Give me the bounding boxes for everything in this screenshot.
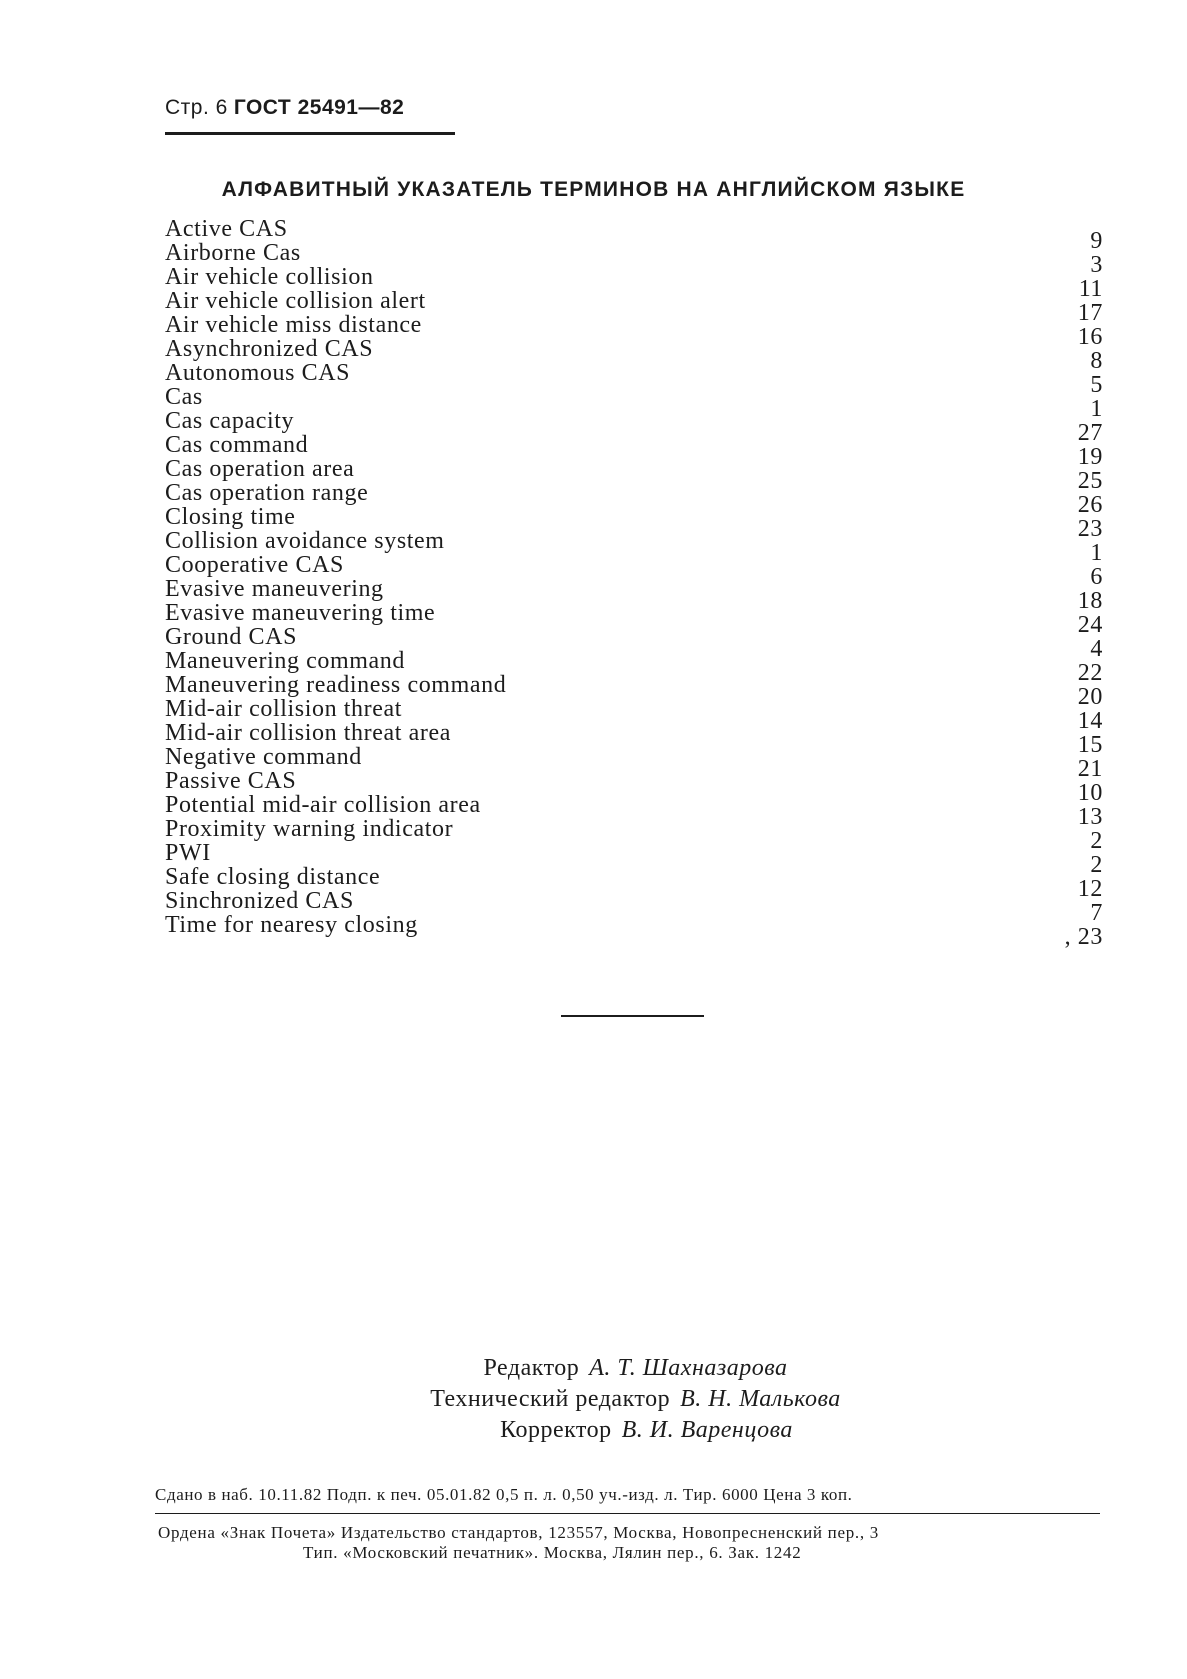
- index-term-number: 11: [1078, 276, 1103, 302]
- credit-tech-editor: [42, 1384, 1187, 1415]
- index-term: Cas command: [165, 432, 309, 458]
- imprint-rule: [155, 1513, 1100, 1514]
- header-rule: [165, 132, 455, 135]
- index-term: Air vehicle miss distance: [165, 312, 422, 338]
- credits-block: [0, 1353, 1187, 1446]
- index-term-number: 1: [1090, 540, 1103, 566]
- index-term-number: 27: [1077, 420, 1103, 446]
- index-term-number: 15: [1077, 732, 1103, 758]
- page-header: [165, 96, 404, 120]
- index-term: Proximity warning indicator: [165, 816, 454, 842]
- index-term-number: 4: [1090, 636, 1103, 662]
- index-term: Collision avoidance system: [165, 528, 445, 554]
- index-term: Safe closing distance: [165, 864, 381, 890]
- tech-editor-name: В. Н. Малькова: [680, 1386, 841, 1412]
- index-term-number: 5: [1090, 372, 1103, 398]
- index-term: Evasive maneuvering: [165, 576, 384, 602]
- index-term: Cooperative CAS: [165, 552, 344, 578]
- index-term-number: 26: [1077, 492, 1103, 518]
- index-term: Air vehicle collision: [165, 264, 374, 290]
- term-index-list: [165, 216, 1103, 950]
- index-term: Time for nearesy closing: [165, 912, 418, 938]
- index-term-number: 9: [1090, 228, 1103, 254]
- index-term: Cas: [165, 384, 203, 410]
- index-term: Ground CAS: [165, 624, 298, 650]
- index-term-number: 7: [1090, 900, 1103, 926]
- index-term-number: 24: [1077, 612, 1103, 638]
- imprint-printer: Тип. «Московский печатник». Москва, Лялин пер., 6. Зак. 1242: [303, 1543, 802, 1562]
- index-term-number: 21: [1077, 756, 1103, 782]
- index-term: Cas operation area: [165, 456, 355, 482]
- index-term-number: 18: [1077, 588, 1103, 614]
- index-term: Passive CAS: [165, 768, 297, 794]
- index-term-number: 16: [1077, 324, 1103, 350]
- index-term: PWI: [165, 840, 211, 866]
- index-term: Cas capacity: [165, 408, 295, 434]
- corrector-role: Корректор: [500, 1417, 612, 1443]
- page-number: Стр. 6: [165, 96, 228, 119]
- index-term-number: 1: [1090, 396, 1103, 422]
- imprint-print-details: Сдано в наб. 10.11.82 Подп. к печ. 05.01.82 0,5 п. л. 0,50 уч.-изд. л. Тир. 6000 Цена 3 коп.: [155, 1485, 853, 1504]
- index-term-number: 14: [1077, 708, 1103, 734]
- index-term: Autonomous CAS: [165, 360, 351, 386]
- editor-role: Редактор: [483, 1355, 580, 1381]
- index-entry: [165, 912, 1103, 950]
- index-term: Active CAS: [165, 216, 288, 242]
- index-term-number: 6: [1090, 564, 1103, 590]
- index-term-number: 25: [1077, 468, 1103, 494]
- index-term: Mid-air collision threat area: [165, 720, 451, 746]
- index-term-number: 19: [1077, 444, 1103, 470]
- index-term-number: 12: [1077, 876, 1103, 902]
- index-term: Air vehicle collision alert: [165, 288, 426, 314]
- corrector-name: В. И. Варенцова: [621, 1417, 793, 1443]
- index-term: Evasive maneuvering time: [165, 600, 436, 626]
- index-term-number: 17: [1077, 300, 1103, 326]
- index-term-number: 8: [1090, 348, 1103, 374]
- editor-name: А. Т. Шахназарова: [589, 1355, 788, 1381]
- index-term: Maneuvering readiness command: [165, 672, 507, 698]
- index-term-number: 3: [1090, 252, 1103, 278]
- index-term: Airborne Cas: [165, 240, 301, 266]
- index-term: Cas operation range: [165, 480, 369, 506]
- index-term-number: 2: [1090, 828, 1103, 854]
- index-title: АЛФАВИТНЫЙ УКАЗАТЕЛЬ ТЕРМИНОВ НА АНГЛИЙСКОМ ЯЗЫКЕ: [221, 178, 966, 201]
- index-entry: [165, 360, 1103, 398]
- index-term-number: 10: [1077, 780, 1103, 806]
- index-term-number: , 23: [1064, 924, 1103, 950]
- index-term-number: 2: [1090, 852, 1103, 878]
- tech-editor-role: Технический редактор: [430, 1386, 671, 1412]
- credit-corrector: [53, 1415, 1187, 1446]
- index-term-number: 22: [1077, 660, 1103, 686]
- standard-code: ГОСТ 25491—82: [233, 96, 405, 119]
- index-term: Asynchronized CAS: [165, 336, 374, 362]
- imprint-publisher: Ордена «Знак Почета» Издательство стандартов, 123557, Москва, Новопресненский пер., 3: [158, 1523, 879, 1542]
- index-term: Maneuvering command: [165, 648, 405, 674]
- index-term-number: 23: [1077, 516, 1103, 542]
- index-term: Closing time: [165, 504, 296, 530]
- index-term: Potential mid-air collision area: [165, 792, 481, 818]
- index-term-number: 13: [1077, 804, 1103, 830]
- credit-editor: [42, 1353, 1187, 1384]
- index-term: Negative command: [165, 744, 362, 770]
- index-term: Mid-air collision threat: [165, 696, 403, 722]
- index-term-number: 20: [1077, 684, 1103, 710]
- section-divider: [561, 1015, 704, 1017]
- index-term: Sinchronized CAS: [165, 888, 354, 914]
